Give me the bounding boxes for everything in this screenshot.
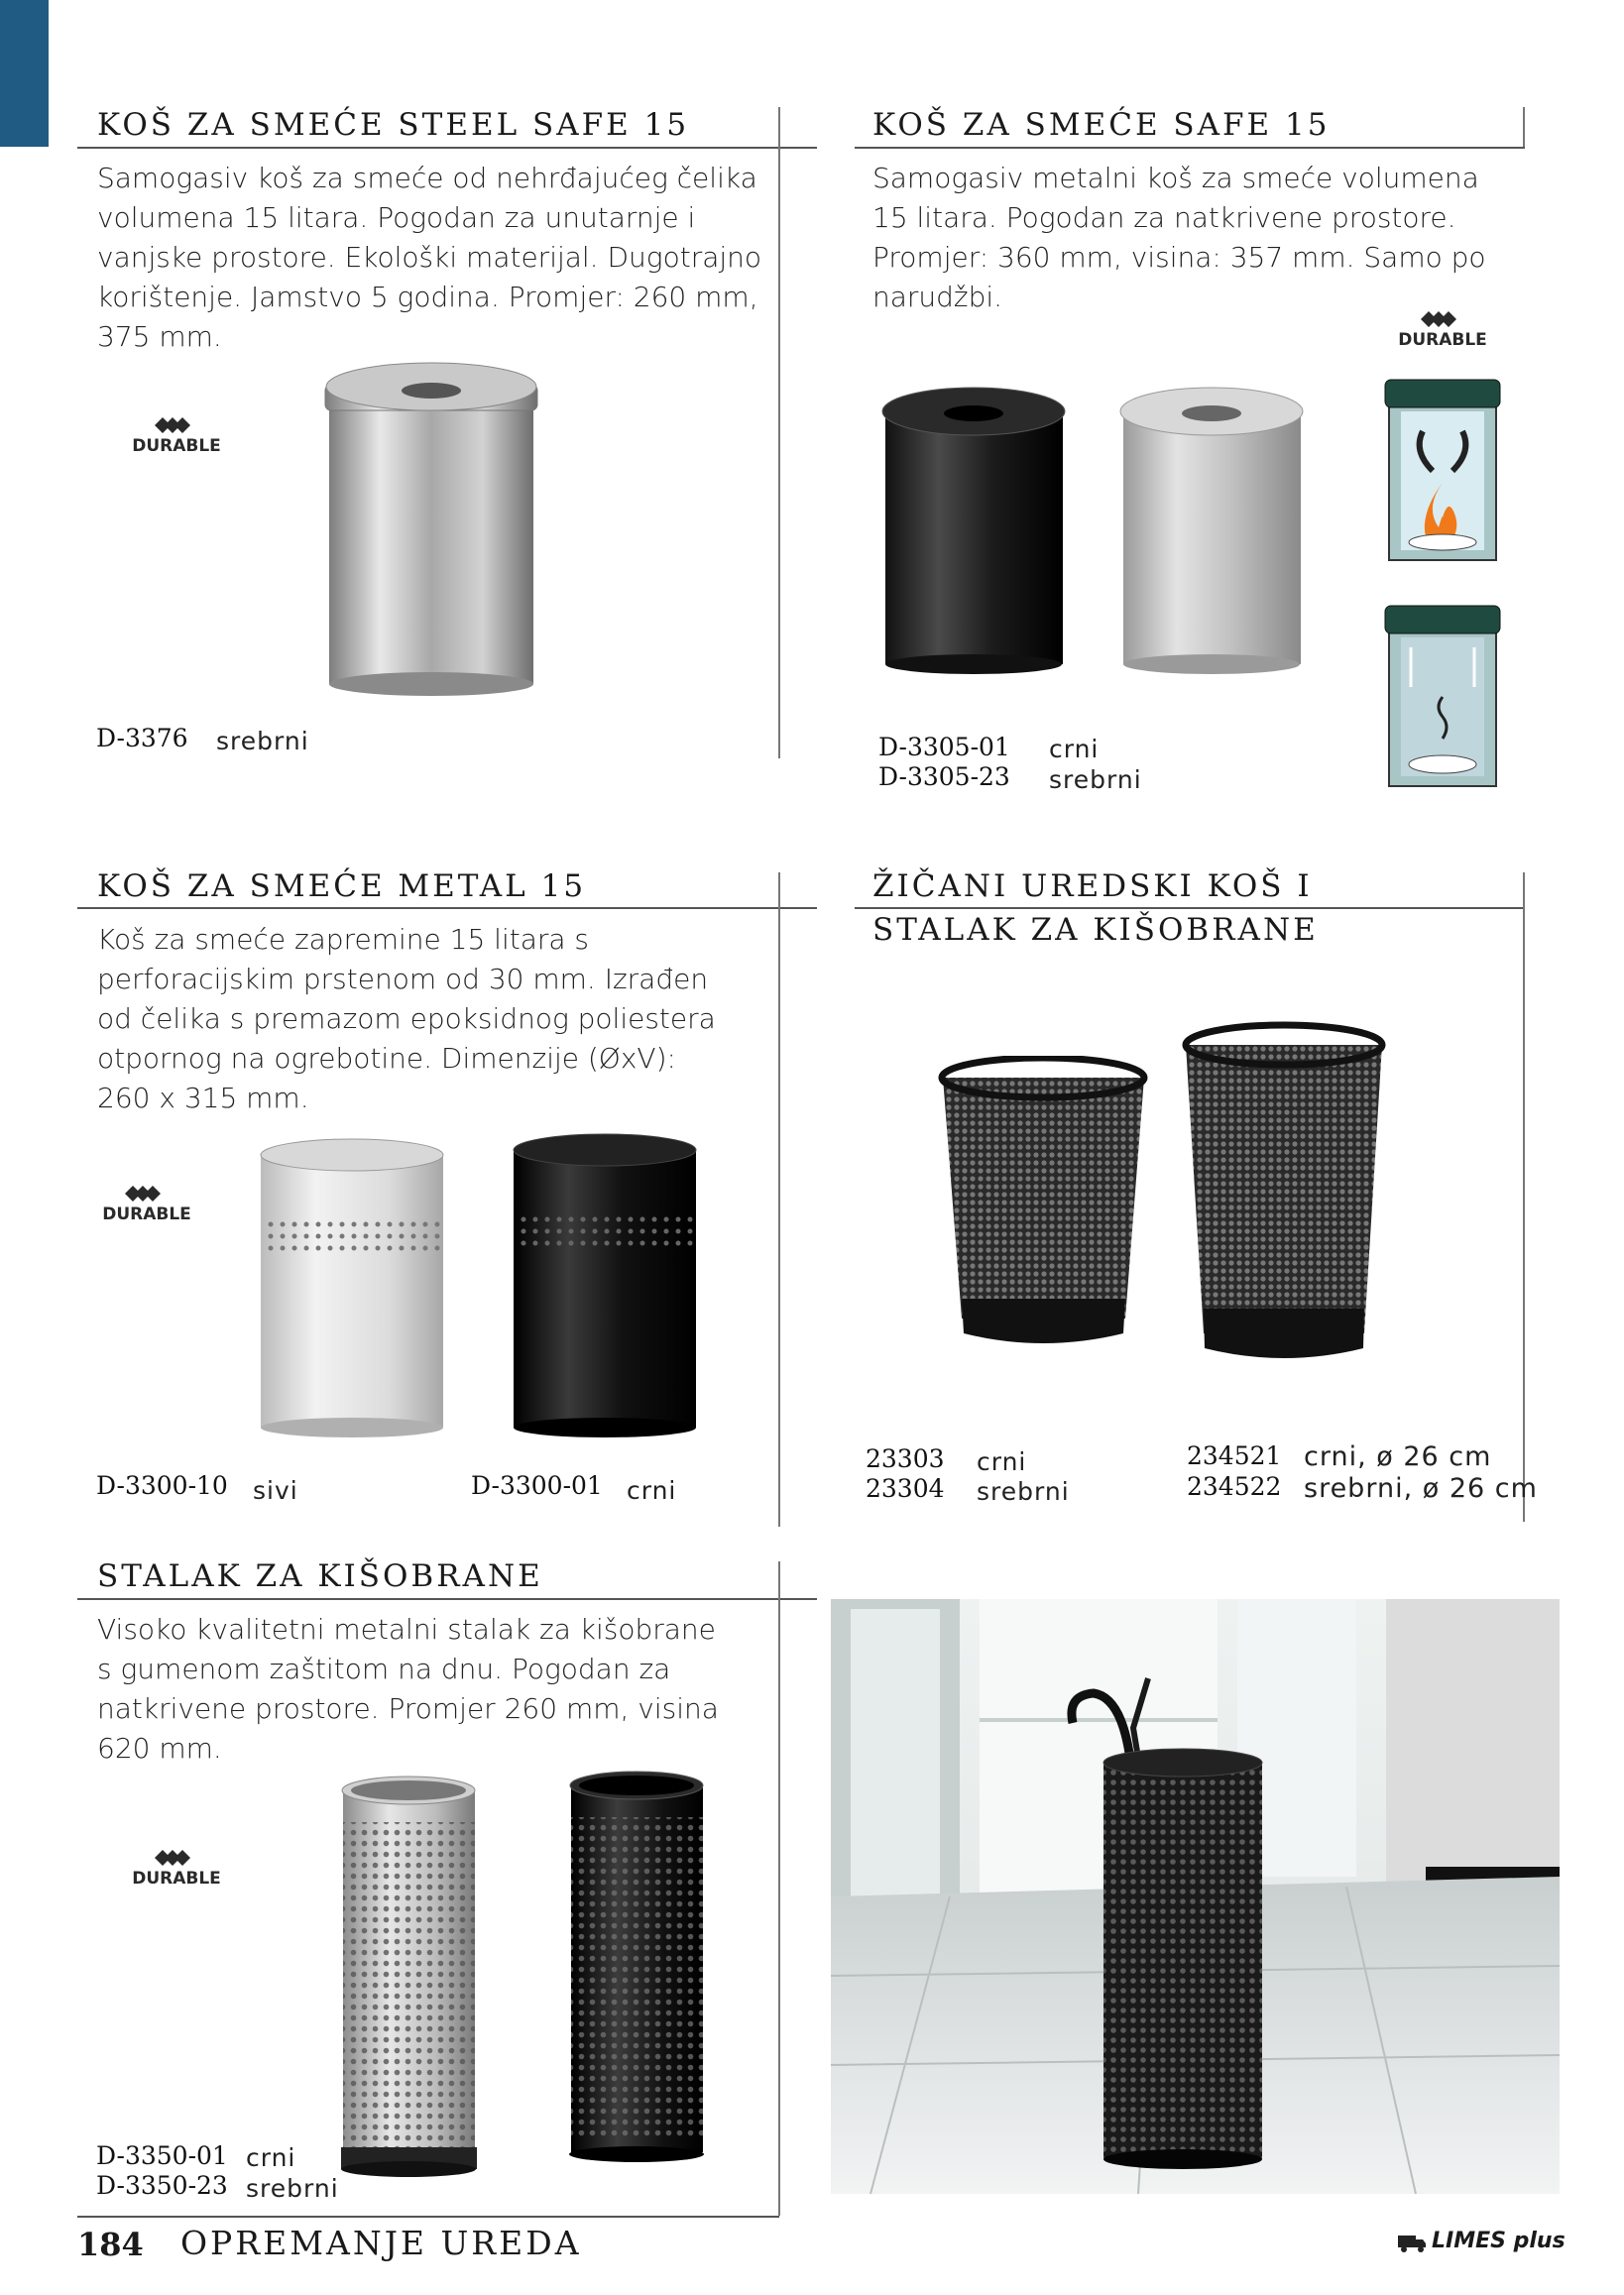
desc-line: 375 mm. [97, 320, 222, 353]
accent-tab [0, 0, 49, 147]
item-color: srebrni [1049, 765, 1142, 794]
desc-line: 15 litara. Pogodan za natkrivene prostore. [872, 201, 1456, 234]
desc-line: 260 x 315 mm. [97, 1082, 309, 1114]
wire-bin-tall-image [1180, 1021, 1388, 1368]
item-color: crni, ø 26 cm [1304, 1441, 1492, 1472]
safe-bin-silver-image [1115, 382, 1309, 679]
wire-bin-small-image [937, 1056, 1150, 1358]
item-code: D-3300-01 [471, 1471, 603, 1500]
section-4-title [872, 864, 1319, 952]
desc-line: s gumenom zaštitom na dnu. Pogodan za [97, 1653, 671, 1685]
fire-extinguish-diagram-top [1383, 372, 1502, 565]
section-name: OPREMANJE UREDA [180, 2224, 582, 2262]
item-color: srebrni [246, 2174, 339, 2203]
rule-s1 [77, 147, 817, 149]
umbrella-stand-lobby-photo [831, 1599, 1560, 2194]
desc-line: natkrivene prostore. Promjer 260 mm, visina [97, 1692, 719, 1725]
durable-logo [87, 1180, 206, 1223]
item-code: 234521 [1187, 1441, 1282, 1470]
section-1-title: KOŠ ZA SMEĆE STEEL SAFE 15 [97, 107, 690, 143]
section-5-title: STALAK ZA KIŠOBRANE [97, 1558, 543, 1594]
svg-text:DURABLE: DURABLE [132, 436, 221, 455]
page-number: 184 [77, 2226, 144, 2263]
item-color: crni [1049, 735, 1100, 763]
desc-line: Promjer: 360 mm, visina: 357 mm. Samo po [872, 241, 1486, 274]
item-color: srebrni [216, 727, 309, 755]
section-3-description [97, 920, 781, 1118]
item-code: D-3376 [96, 724, 188, 752]
section-1-description [97, 159, 781, 357]
item-color: sivi [253, 1476, 298, 1505]
item-color: srebrni, ø 26 cm [1304, 1473, 1538, 1504]
divider-s2 [1523, 107, 1525, 147]
publisher-logo [1396, 2229, 1566, 2253]
desc-line: otpornog na ogrebotine. Dimenzije (ØxV): [97, 1042, 676, 1075]
svg-text:DURABLE: DURABLE [132, 1869, 221, 1888]
truck-icon [1396, 2230, 1428, 2253]
section-2-description [872, 159, 1517, 317]
metal-bin-black-image [506, 1130, 704, 1442]
rule-s5 [77, 1598, 817, 1600]
fire-extinguish-diagram-bottom [1383, 598, 1502, 791]
title-line: STALAK ZA KIŠOBRANE [872, 912, 1319, 948]
item-code: 23304 [866, 1474, 945, 1503]
umbrella-stand-black-image [565, 1768, 709, 2169]
desc-line: 620 mm. [97, 1732, 222, 1765]
item-code: D-3300-10 [96, 1471, 228, 1500]
divider-s4 [1523, 872, 1525, 1522]
durable-logo [117, 1844, 236, 1888]
durable-logo [1383, 305, 1502, 349]
item-code: D-3350-01 [96, 2141, 228, 2170]
desc-line: Visoko kvalitetni metalni stalak za kišobrane [97, 1613, 716, 1646]
title-line: ŽIČANI UREDSKI KOŠ I [872, 868, 1313, 904]
svg-text:DURABLE: DURABLE [102, 1205, 191, 1223]
steel-safe-bin-image [317, 359, 545, 706]
rule-footer [77, 2216, 779, 2218]
item-color: crni [627, 1476, 677, 1505]
desc-line: Samogasiv metalni koš za smeće volumena [872, 162, 1479, 194]
section-3-title: KOŠ ZA SMEĆE METAL 15 [97, 868, 587, 904]
item-code: D-3305-23 [878, 762, 1010, 791]
item-code: D-3305-01 [878, 733, 1010, 761]
item-code: D-3350-23 [96, 2171, 228, 2200]
umbrella-stand-silver-image [337, 1773, 481, 2179]
item-color: srebrni [977, 1477, 1070, 1506]
desc-line: volumena 15 litara. Pogodan za unutarnje i [97, 201, 696, 234]
item-color: crni [977, 1447, 1027, 1476]
desc-line: perforacijskim prstenom od 30 mm. Izrađen [97, 963, 709, 995]
desc-line: narudžbi. [872, 281, 1003, 313]
desc-line: Koš za smeće zapremine 15 litara s [97, 923, 590, 956]
desc-line: Samogasiv koš za smeće od nehrđajućeg čelika [97, 162, 757, 194]
publisher-name: LIMES plus [1432, 2229, 1566, 2253]
metal-bin-grey-image [253, 1135, 451, 1442]
item-color: crni [246, 2143, 296, 2172]
rule-s2 [855, 147, 1525, 149]
safe-bin-black-image [877, 382, 1071, 679]
section-2-title: KOŠ ZA SMEĆE SAFE 15 [872, 107, 1331, 143]
desc-line: od čelika s premazom epoksidnog poliestera [97, 1002, 716, 1035]
durable-logo [117, 411, 236, 455]
desc-line: korištenje. Jamstvo 5 godina. Promjer: 260 mm, [97, 281, 758, 313]
item-code: 23303 [866, 1444, 945, 1473]
item-code: 234522 [1187, 1472, 1282, 1501]
section-5-description [97, 1610, 781, 1769]
svg-text:DURABLE: DURABLE [1398, 330, 1487, 349]
desc-line: vanjske prostore. Ekološki materijal. Dugotrajno [97, 241, 762, 274]
